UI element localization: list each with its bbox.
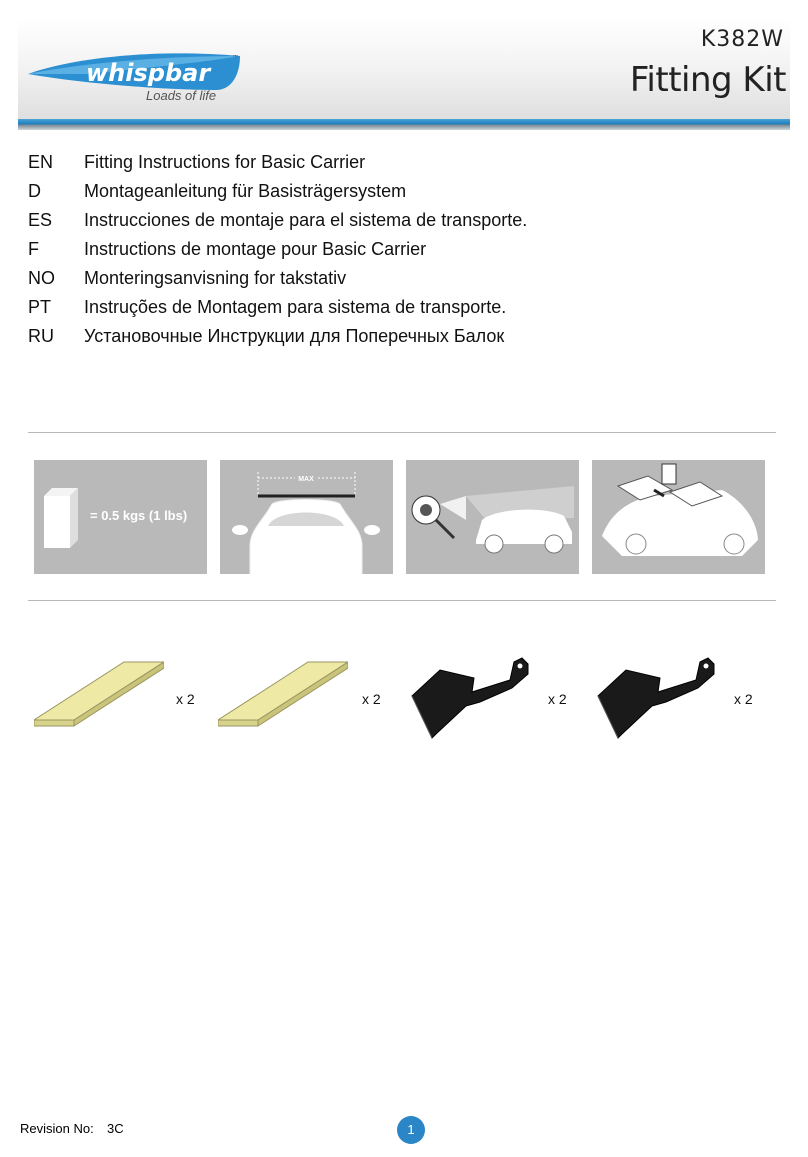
- revision-label: Revision No:: [20, 1121, 94, 1136]
- language-title: Instrucciones de montaje para el sistema de transporte.: [84, 210, 528, 230]
- bracket-icon: [596, 650, 726, 746]
- header-stripe: [18, 119, 790, 130]
- language-title: Fitting Instructions for Basic Carrier: [84, 152, 366, 172]
- language-row: [28, 177, 768, 206]
- language-list: [28, 148, 768, 351]
- tagline: Loads of life: [146, 88, 217, 103]
- language-row: [28, 264, 768, 293]
- language-code: D: [28, 181, 41, 201]
- brand-name: whispbar: [86, 59, 211, 87]
- language-row: [28, 206, 768, 235]
- car-roof-pads-icon: [592, 460, 765, 574]
- page-number-badge: 1: [397, 1116, 425, 1144]
- max-label: MAX: [298, 476, 314, 483]
- language-code: RU: [28, 326, 54, 346]
- language-code: F: [28, 239, 39, 259]
- language-row: [28, 235, 768, 264]
- max-span-panel: [220, 460, 393, 574]
- weight-label: = 0.5 kgs (1 lbs): [90, 508, 188, 523]
- revision-value: 3C: [107, 1121, 124, 1136]
- language-row: [28, 322, 768, 351]
- strap-panel: [406, 460, 579, 574]
- language-title: Monteringsanvisning for takstativ: [84, 268, 347, 288]
- kit-title: Fitting Kit: [629, 60, 786, 100]
- part-quantity: x 2: [362, 691, 381, 707]
- language-title: Montageanleitung für Basisträgersystem: [84, 181, 407, 201]
- language-code: EN: [28, 152, 54, 172]
- language-title: Установочные Инструкции для Поперечных Балок: [84, 326, 505, 346]
- svg-text:™: ™: [232, 54, 239, 62]
- pads-panel: [592, 460, 765, 574]
- weight-panel: [34, 460, 207, 574]
- car-strap-icon: [406, 460, 579, 574]
- language-title: Instruções de Montagem para sistema de transporte.: [84, 297, 507, 317]
- pad-icon: [218, 650, 348, 740]
- part-quantity: x 2: [176, 691, 195, 707]
- divider: [28, 600, 776, 601]
- bracket-icon: [410, 650, 540, 746]
- language-code: ES: [28, 210, 53, 230]
- divider: [28, 432, 776, 433]
- pad-icon: [34, 650, 164, 740]
- part-quantity: x 2: [734, 691, 753, 707]
- car-front-icon: [220, 460, 393, 574]
- part-quantity: x 2: [548, 691, 567, 707]
- language-row: [28, 148, 768, 177]
- language-title: Instructions de montage pour Basic Carrier: [84, 239, 427, 259]
- language-code: NO: [28, 268, 55, 288]
- language-code: PT: [28, 297, 52, 317]
- language-row: [28, 293, 768, 322]
- kit-code: K382W: [700, 27, 784, 52]
